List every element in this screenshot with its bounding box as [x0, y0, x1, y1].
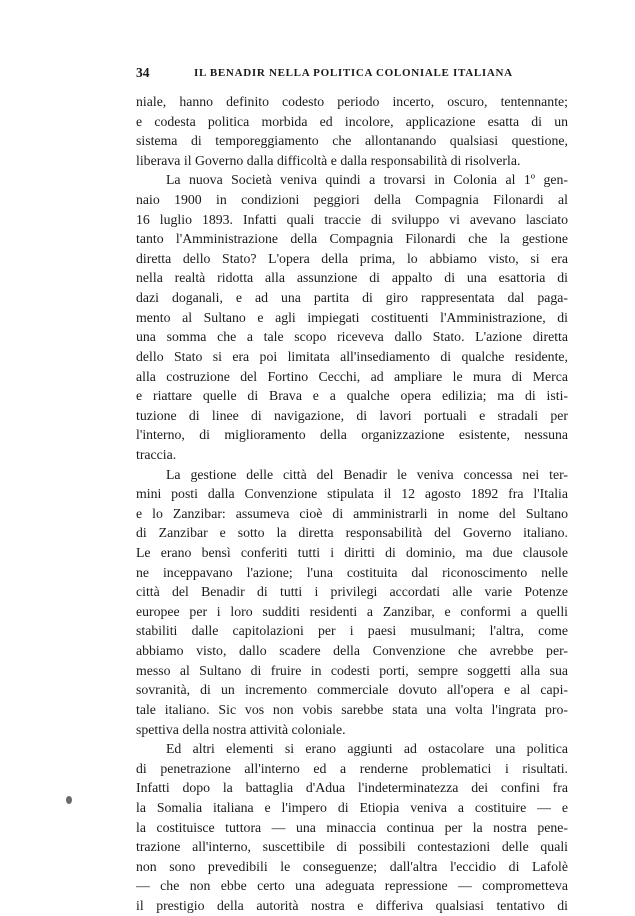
text-line: di Zanzibar e sotto la diretta responsabilità del Governo italiano. — [136, 525, 568, 541]
text-line: messo al Sultano di fruire in codesti porti, sempre soggetti alla sua — [136, 662, 568, 678]
text-line: naio 1900 in condizioni peggiori della Compagnia Filonardi al — [136, 192, 568, 208]
text-line: alla costruzione del Fortino Cecchi, ad ampliare le mura di Merca — [136, 368, 568, 384]
text-line: tale italiano. Sic vos non vobis sarebbe stata una volta l'ingrata pro- — [136, 701, 568, 717]
text-line: non sono prevedibili le conseguenze; dall'altra l'eccidio di Lafolè — [136, 858, 568, 874]
text-line: e riattare quelle di Brava e a qualche opera edilizia; ma di isti- — [136, 388, 568, 404]
text-line: nella realtà ridotta alla assunzione di appalto di una esattoria di — [136, 270, 568, 286]
text-line: la costituisce tuttora — una minaccia continua per la nostra pene- — [136, 819, 568, 835]
text-line: liberava il Governo dalla difficoltà e dalla responsabilità di risolverla. — [136, 152, 521, 168]
running-title: IL BENADIR NELLA POLITICA COLONIALE ITALIANA — [194, 67, 513, 79]
text-line: stabiliti dalle capitolazioni per i paesi musulmani; l'altra, come — [136, 623, 568, 639]
text-line: 16 luglio 1893. Infatti quali traccie di sviluppo vi avevano lasciato — [136, 211, 568, 227]
text-line: tuzione di linee di navigazione, di lavori portuali e stradali per — [136, 407, 568, 423]
text-line: e codesta politica morbida ed incolore, applicazione esatta di un — [136, 113, 568, 129]
text-line: ne inceppavano l'azione; l'una costituita dal riconoscimento nelle — [136, 564, 568, 580]
text-line: di penetrazione all'interno ed a renderne problematici i risultati. — [136, 760, 568, 776]
text-line: spettiva della nostra attività coloniale. — [136, 721, 346, 737]
text-line: l'interno, di miglioramento della organizzazione esistente, nessuna — [136, 427, 568, 443]
page-number: 34 — [136, 65, 150, 80]
ink-spot-mark — [66, 796, 72, 804]
paragraph-first-line: La gestione delle città del Benadir le veniva concessa nei ter- — [166, 466, 568, 482]
text-line: mini posti dalla Convenzione stipulata il 12 agosto 1892 fra l'Italia — [136, 486, 568, 502]
text-line: traccia. — [136, 446, 177, 462]
text-line: il prestigio della autorità nostra e differiva qualsiasi tentativo di — [136, 897, 568, 913]
text-line: e lo Zanzibar: assumeva cioè di amministrarli in nome del Sultano — [136, 505, 568, 521]
text-line: europee per i loro sudditi residenti a Zanzibar, e conformi a quelli — [136, 603, 568, 619]
text-line: mento al Sultano e agli impiegati costituenti l'Amministrazione, di — [136, 309, 568, 325]
paragraph-first-line: La nuova Società veniva quindi a trovarsi in Colonia al 1º gen- — [166, 172, 568, 188]
text-line: niale, hanno definito codesto periodo incerto, oscuro, tentennante; — [136, 94, 568, 109]
text-line: dello Stato si era poi limitata all'insediamento di qualche residente, — [136, 348, 568, 364]
text-line: trazione all'interno, suscettibile di possibili contestazioni delle quali — [136, 839, 568, 855]
text-line: dazi doganali, e ad una partita di giro rappresentata dal paga- — [136, 290, 568, 306]
running-header — [136, 63, 568, 83]
text-line: tanto l'Amministrazione della Compagnia Filonardi che la gestione — [136, 231, 568, 247]
text-line: abbiamo visto, dallo scadere della Convenzione che avrebbe per- — [136, 643, 568, 659]
text-line: sovranità, di un incremento commerciale dovuto all'opera e al capi- — [136, 682, 568, 698]
text-line: — che non ebbe certo una adeguata repressione — comprometteva — [136, 878, 568, 894]
body-text — [136, 92, 568, 916]
paragraph-first-line: Ed altri elementi si erano aggiunti ad ostacolare una politica — [166, 741, 568, 757]
text-line: sistema di temporeggiamento che allontanando qualsiasi questione, — [136, 133, 568, 149]
text-line: la Somalia italiana e l'impero di Etiopia veniva a costituire — e — [136, 799, 568, 815]
text-line: città del Benadir di tutti i privilegi accordati alle varie Potenze — [136, 584, 568, 600]
text-line: una somma che a tale scopo riceveva dallo Stato. L'azione diretta — [136, 329, 568, 345]
text-line: Infatti dopo la battaglia d'Adua l'indeterminatezza dei confini fra — [136, 780, 568, 796]
text-line: diretta dello Stato? L'opera della prima, lo abbiamo visto, si era — [136, 250, 568, 266]
text-line: Le erano bensì conferiti tutti i diritti di dominio, ma due clausole — [136, 545, 568, 561]
